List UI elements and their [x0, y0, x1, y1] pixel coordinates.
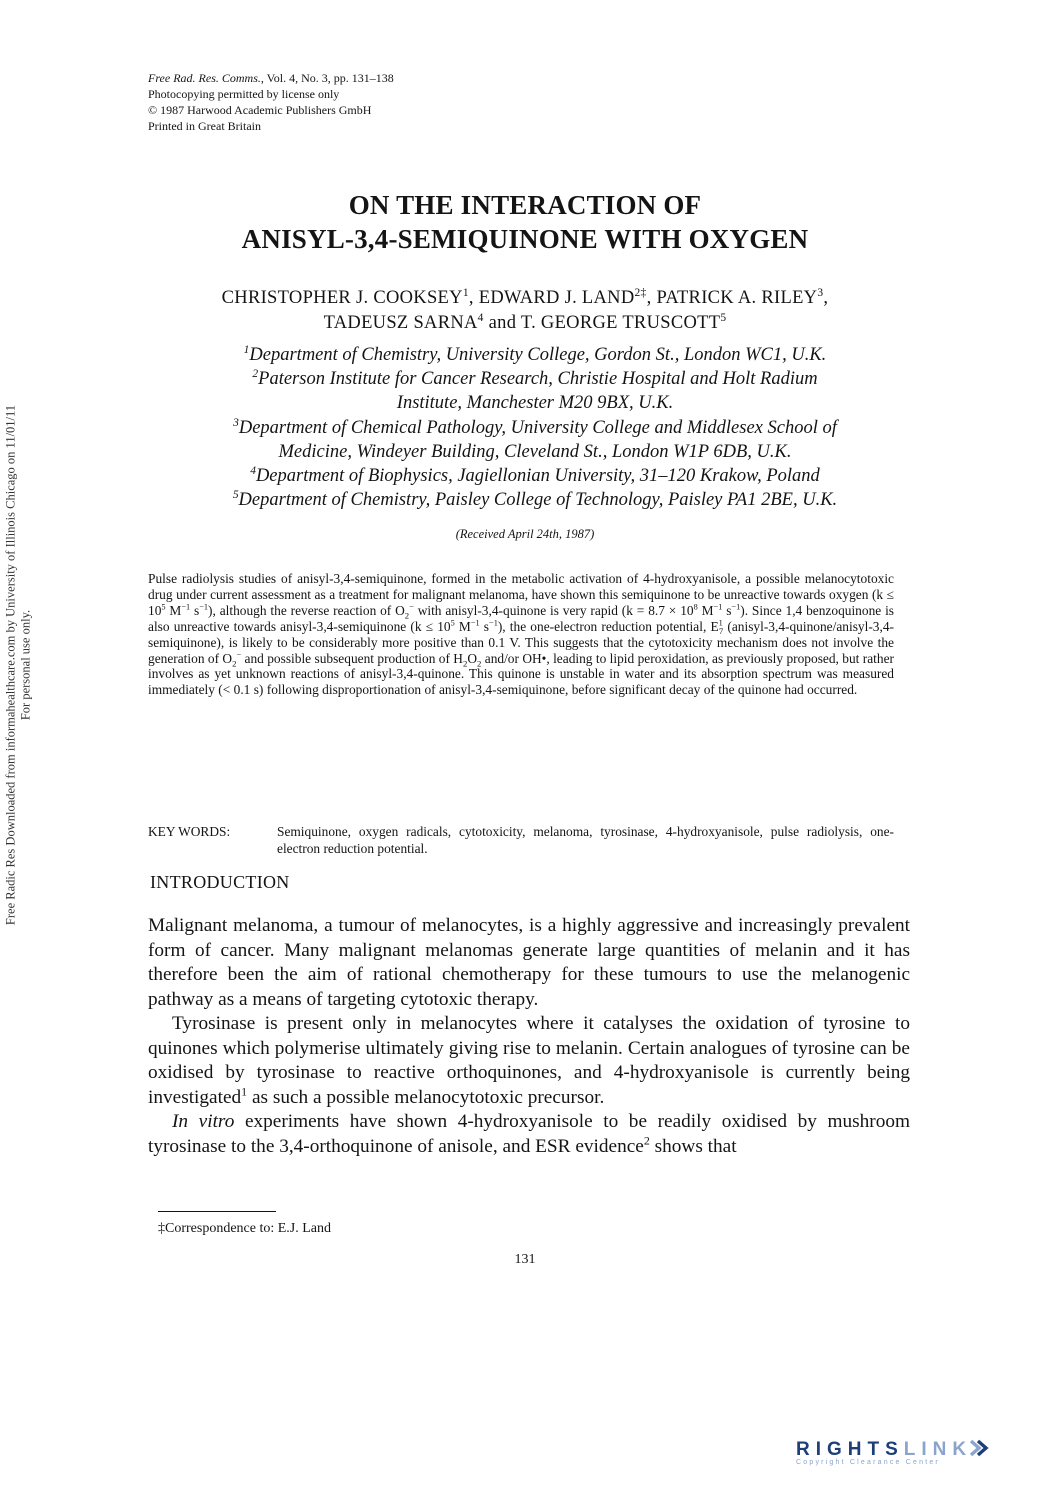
citation-details: , Vol. 4, No. 3, pp. 131–138: [260, 71, 394, 85]
abstract-sup: 1: [718, 618, 723, 628]
paragraph-text: shows that: [649, 1135, 737, 1157]
citation-ref: 1: [241, 1084, 248, 1099]
license-line: Photocopying permitted by license only: [148, 87, 340, 101]
author-list: [0, 286, 1050, 336]
affiliation-text: Paterson Institute for Cancer Research, Christie Hospital and Holt Radium: [258, 369, 818, 390]
paragraph-text: experiments have shown 4-hydroxyanisole to be readily oxidised by mushroom tyrosinase to the 3,4-orthoquinone of anisole, and ESR evidence: [148, 1111, 910, 1157]
abstract-text: ). Since 1,4 benzoquinone is also unreactive towards anisyl-3,4-semiquinone (k ≤ 10: [148, 602, 895, 634]
abstract: [148, 571, 894, 698]
abstract-sup: −1: [713, 602, 723, 612]
keywords-text: Semiquinone, oxygen radicals, cytotoxicity, melanoma, tyrosinase, 4-hydroxyanisole, pulse radiolysis, one-electron reduction potential.: [277, 824, 894, 856]
title-line-1: ON THE INTERACTION OF: [348, 190, 702, 220]
download-stamp-line-1: Free Radic Res Downloaded from informahealthcare.com by University of Illinois Chicago on 11/01/11: [3, 404, 18, 926]
download-stamp-line-2: For personal use only.: [18, 609, 32, 721]
abstract-sub: 2: [404, 610, 410, 621]
title-line-2: ANISYL-3,4-SEMIQUINONE WITH OXYGEN: [241, 224, 809, 254]
author-separator: ,: [823, 288, 829, 308]
affiliation-5: [100, 488, 970, 512]
affiliation-list: [100, 343, 970, 512]
rightslink-tagline: Copyright Clearance Center: [796, 1459, 940, 1466]
author-separator: ,: [646, 288, 657, 308]
affiliation-text: Department of Chemical Pathology, University College and Middlesex School of: [238, 417, 837, 438]
affiliation-text: Department of Chemistry, University College, Gordon St., London WC1, U.K.: [249, 345, 827, 365]
affiliation-2: [100, 367, 970, 391]
affiliation-mark: 5: [232, 489, 239, 502]
journal-header: [148, 70, 394, 134]
rightslink-arrow-icon: [968, 1438, 990, 1458]
paper-title: [0, 188, 1050, 256]
rightslink-logo[interactable]: [796, 1438, 990, 1466]
abstract-text: O: [467, 650, 478, 666]
rightslink-word-link: LINK: [903, 1439, 973, 1460]
abstract-sup: −1: [731, 602, 741, 612]
abstract-text: and possible subsequent production of H: [241, 650, 463, 666]
footnote: ‡Correspondence to: E.J. Land: [158, 1221, 332, 1236]
abstract-unit: M: [165, 602, 182, 618]
abstract-sup: −1: [489, 618, 498, 628]
abstract-sup: −: [236, 650, 242, 660]
abstract-unit: s: [479, 618, 490, 634]
abstract-sup: −1: [181, 602, 191, 612]
abstract-sub: 2: [477, 658, 482, 669]
author-affil-mark: 1: [462, 286, 469, 299]
author-affil-mark: 2‡: [634, 286, 647, 299]
author-name: PATRICK A. RILEY: [656, 288, 818, 308]
abstract-sub: 2: [462, 658, 468, 669]
paragraph: [148, 1012, 910, 1110]
affiliation-mark: 2: [252, 368, 259, 381]
received-date: (Received April 24th, 1987): [455, 527, 595, 541]
author-separator: ,: [468, 288, 479, 308]
abstract-unit: s: [190, 602, 200, 618]
printed-line: Printed in Great Britain: [148, 119, 261, 133]
paragraph-text: as such a possible melanocytotoxic precursor.: [247, 1086, 605, 1108]
affiliation-3: [100, 416, 970, 440]
paragraph: [148, 1110, 910, 1159]
affiliation-4: [100, 464, 970, 488]
author-name: CHRISTOPHER J. COOKSEY: [221, 288, 463, 308]
author-name: TADEUSZ SARNA: [323, 313, 478, 333]
affiliation-mark: 3: [233, 416, 239, 429]
author-name: EDWARD J. LAND: [478, 288, 635, 308]
journal-name: Free Rad. Res. Comms.: [148, 71, 261, 85]
abstract-sub: 7: [718, 626, 724, 637]
paragraph-text: Tyrosinase is present only in melanocytes where it catalyses the oxidation of tyrosine to quinones which polymerise ultimately giving rise to melanin. Certain analogues of tyrosine can be oxidised by tyrosinase to reactive orthoquinones, and 4-hydroxyanisole is currently being investigated: [148, 1013, 910, 1108]
citation-ref: 2: [643, 1133, 650, 1148]
rightslink-wordmark: [796, 1438, 990, 1461]
abstract-sub: 2: [232, 658, 237, 669]
keywords: [148, 823, 894, 857]
paragraph-italic: In vitro: [172, 1111, 235, 1132]
keywords-label: KEY WORDS:: [148, 824, 231, 839]
abstract-text: and/or OH•, leading to lipid peroxidation, as previously proposed, but rather involves as yet unknown reactions of anisyl-3,4-quinone. This quinone is unstable in water and its absorption spectrum was measured immediately (< 0.1 s) following disproportionation of anisyl-3,4-semiquinone, before significant decay of the quinone had occurred.: [148, 650, 894, 698]
citation-line: [148, 70, 394, 86]
abstract-sup: −1: [470, 618, 480, 628]
abstract-text: Pulse radiolysis studies of anisyl-3,4-semiquinone, formed in the metabolic activation of 4-hydroxyanisole, a possible melanocytotoxic drug under current assessment as a treatment for malignant melanoma, have shown this semiquinone to be unreactive towards oxygen (k ≤ 10: [148, 571, 894, 618]
author-affil-mark: 4: [477, 311, 484, 324]
affiliation-2-cont: Institute, Manchester M20 9BX, U.K.: [396, 393, 674, 414]
section-heading: INTRODUCTION: [150, 872, 290, 892]
abstract-unit: s: [722, 602, 732, 618]
affiliation-text: Department of Chemistry, Paisley College of Technology, Paisley PA1 2BE, U.K.: [238, 490, 838, 511]
author-separator: and: [483, 313, 521, 333]
abstract-sup: 8: [693, 602, 698, 612]
page-number: 131: [514, 1252, 536, 1267]
paragraph: Malignant melanoma, a tumour of melanocytes, is a highly aggressive and increasingly prevalent form of cancer. Many malignant melanomas generate large quantities of melanin and it has therefore been the aim of rational chemotherapy for these tumours to use the melanogenic pathway as a means of targeting cytotoxic therapy.: [148, 915, 910, 1010]
abstract-unit: M: [454, 618, 471, 634]
abstract-sup: −1: [199, 602, 209, 612]
footnote-divider: [158, 1211, 276, 1212]
rightslink-word-rights: RIGHTS: [796, 1439, 904, 1460]
affiliation-text: Department of Biophysics, Jagiellonian University, 31–120 Krakow, Poland: [255, 466, 820, 487]
author-affil-mark: 3: [817, 286, 824, 299]
abstract-text: (anisyl-3,4-quinone/anisyl-3,4-semiquinone), is likely to be considerably more positive than 0.1 V. This suggests that the cytotoxicity mechanism does not involve the generation of O: [148, 618, 894, 666]
affiliation-1: [100, 343, 970, 367]
affiliation-mark: 4: [250, 464, 256, 477]
affiliation-mark: 1: [243, 343, 250, 356]
abstract-text: ), the one-electron reduction potential, E: [497, 618, 719, 634]
abstract-text: ), although the reverse reaction of O: [208, 602, 405, 618]
abstract-text: with anisyl-3,4-quinone is very rapid (k = 8.7 × 10: [413, 602, 694, 618]
abstract-sup: 5: [161, 602, 166, 612]
abstract-sup: −: [409, 602, 414, 612]
author-name: T. GEORGE TRUSCOTT: [520, 313, 721, 333]
download-stamp-text: [4, 405, 33, 925]
body-text: [148, 914, 910, 1159]
author-line-1: [0, 286, 1050, 311]
author-line-2: [0, 311, 1050, 336]
copyright-line: © 1987 Harwood Academic Publishers GmbH: [148, 103, 372, 117]
author-affil-mark: 5: [720, 311, 727, 324]
abstract-unit: M: [697, 602, 714, 618]
abstract-sup: 5: [450, 618, 455, 628]
affiliation-3-cont: Medicine, Windeyer Building, Cleveland St., London W1P 6DB, U.K.: [278, 441, 792, 462]
